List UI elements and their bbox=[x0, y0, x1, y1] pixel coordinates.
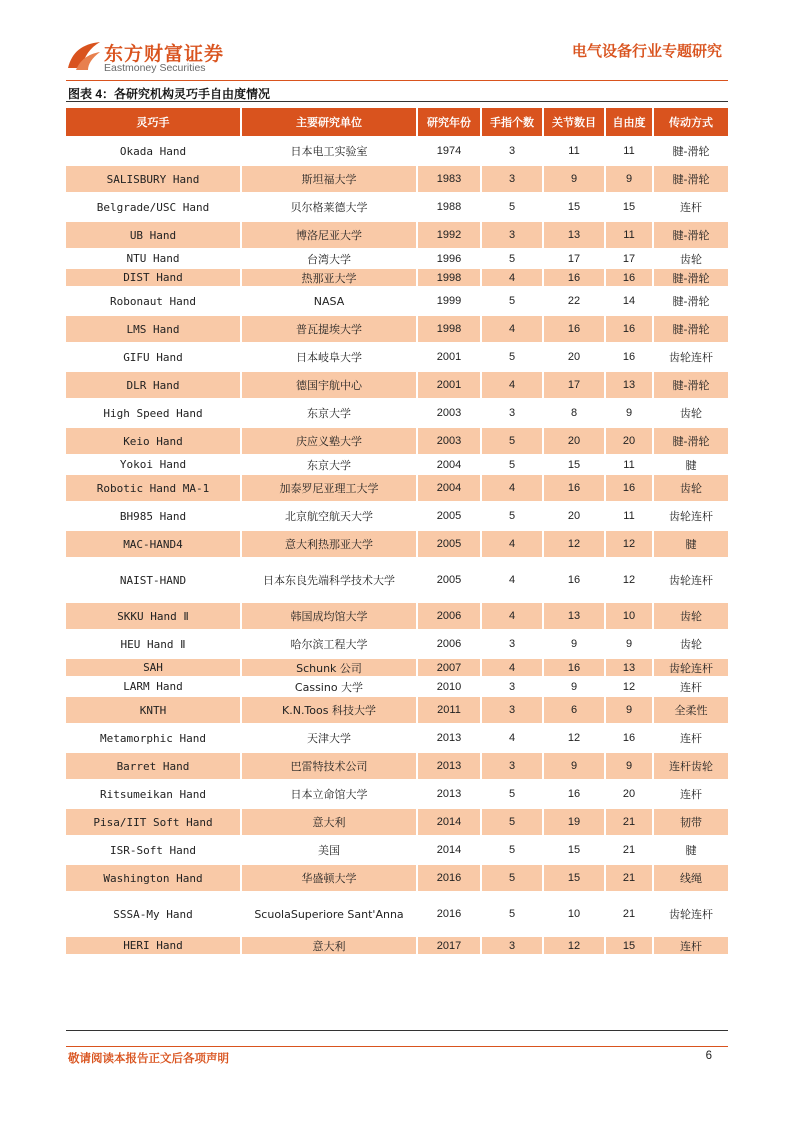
cell-research-unit: 博洛尼亚大学 bbox=[242, 222, 418, 248]
cell-fingers: 4 bbox=[482, 659, 544, 676]
cell-fingers: 5 bbox=[482, 250, 544, 267]
cell-hand-name: LMS Hand bbox=[66, 316, 242, 342]
cell-fingers: 4 bbox=[482, 559, 544, 601]
cell-year: 2016 bbox=[418, 865, 482, 891]
table-row bbox=[66, 344, 728, 370]
cell-drive: 齿轮连杆 bbox=[654, 659, 728, 676]
cell-fingers: 3 bbox=[482, 138, 544, 164]
cell-fingers: 3 bbox=[482, 937, 544, 954]
cell-research-unit: 日本岐阜大学 bbox=[242, 344, 418, 370]
cell-hand-name: Barret Hand bbox=[66, 753, 242, 779]
cell-research-unit: K.N.Toos 科技大学 bbox=[242, 697, 418, 723]
cell-joints: 16 bbox=[544, 316, 606, 342]
cell-research-unit: 普瓦提埃大学 bbox=[242, 316, 418, 342]
column-header-fingers: 手指个数 bbox=[482, 108, 544, 136]
cell-hand-name: LARM Hand bbox=[66, 678, 242, 695]
cell-joints: 12 bbox=[544, 531, 606, 557]
cell-hand-name: GIFU Hand bbox=[66, 344, 242, 370]
cell-joints: 15 bbox=[544, 194, 606, 220]
cell-fingers: 5 bbox=[482, 893, 544, 935]
cell-dof: 13 bbox=[606, 659, 654, 676]
cell-fingers: 5 bbox=[482, 865, 544, 891]
cell-drive: 齿轮 bbox=[654, 475, 728, 501]
table-row bbox=[66, 222, 728, 248]
cell-drive: 腱-滑轮 bbox=[654, 316, 728, 342]
cell-fingers: 3 bbox=[482, 697, 544, 723]
footer-disclaimer: 敬请阅读本报告正文后各项声明 bbox=[68, 1053, 229, 1065]
table-bottom-divider bbox=[66, 1030, 728, 1031]
cell-dof: 21 bbox=[606, 837, 654, 863]
column-header-drive: 传动方式 bbox=[654, 108, 728, 136]
cell-fingers: 5 bbox=[482, 837, 544, 863]
cell-dof: 16 bbox=[606, 475, 654, 501]
cell-year: 2003 bbox=[418, 400, 482, 426]
cell-hand-name: Belgrade/USC Hand bbox=[66, 194, 242, 220]
cell-joints: 20 bbox=[544, 503, 606, 529]
cell-hand-name: SSSA-My Hand bbox=[66, 893, 242, 935]
cell-year: 2004 bbox=[418, 475, 482, 501]
cell-dof: 9 bbox=[606, 753, 654, 779]
cell-joints: 6 bbox=[544, 697, 606, 723]
table-row bbox=[66, 678, 728, 695]
cell-fingers: 3 bbox=[482, 753, 544, 779]
cell-year: 2006 bbox=[418, 631, 482, 657]
cell-fingers: 5 bbox=[482, 781, 544, 807]
cell-hand-name: Robotic Hand MA-1 bbox=[66, 475, 242, 501]
cell-year: 2005 bbox=[418, 503, 482, 529]
cell-year: 1992 bbox=[418, 222, 482, 248]
cell-year: 2016 bbox=[418, 893, 482, 935]
header-divider bbox=[66, 80, 728, 81]
table-row bbox=[66, 400, 728, 426]
cell-fingers: 5 bbox=[482, 288, 544, 314]
cell-year: 2011 bbox=[418, 697, 482, 723]
cell-fingers: 3 bbox=[482, 222, 544, 248]
cell-fingers: 5 bbox=[482, 503, 544, 529]
cell-research-unit: 韩国成均馆大学 bbox=[242, 603, 418, 629]
cell-year: 1983 bbox=[418, 166, 482, 192]
table-row bbox=[66, 194, 728, 220]
cell-fingers: 3 bbox=[482, 631, 544, 657]
footer-divider bbox=[66, 1046, 728, 1047]
cell-year: 2001 bbox=[418, 372, 482, 398]
cell-research-unit: 德国宇航中心 bbox=[242, 372, 418, 398]
cell-dof: 12 bbox=[606, 531, 654, 557]
cell-hand-name: SAH bbox=[66, 659, 242, 676]
table-row bbox=[66, 269, 728, 286]
cell-fingers: 3 bbox=[482, 400, 544, 426]
cell-year: 2003 bbox=[418, 428, 482, 454]
cell-research-unit: 台湾大学 bbox=[242, 250, 418, 267]
cell-year: 2013 bbox=[418, 725, 482, 751]
table-row bbox=[66, 531, 728, 557]
cell-drive: 腱-滑轮 bbox=[654, 372, 728, 398]
cell-year: 1999 bbox=[418, 288, 482, 314]
cell-joints: 11 bbox=[544, 138, 606, 164]
cell-year: 2017 bbox=[418, 937, 482, 954]
cell-research-unit: 日本电工实验室 bbox=[242, 138, 418, 164]
cell-year: 2007 bbox=[418, 659, 482, 676]
cell-research-unit: 庆应义塾大学 bbox=[242, 428, 418, 454]
cell-hand-name: Yokoi Hand bbox=[66, 456, 242, 473]
cell-hand-name: MAC-HAND4 bbox=[66, 531, 242, 557]
cell-joints: 9 bbox=[544, 678, 606, 695]
cell-joints: 17 bbox=[544, 250, 606, 267]
cell-fingers: 5 bbox=[482, 809, 544, 835]
cell-hand-name: Keio Hand bbox=[66, 428, 242, 454]
cell-joints: 8 bbox=[544, 400, 606, 426]
table-row bbox=[66, 428, 728, 454]
cell-drive: 连杆 bbox=[680, 732, 702, 745]
cell-fingers: 4 bbox=[482, 475, 544, 501]
cell-dof: 16 bbox=[606, 344, 654, 370]
cell-dof: 17 bbox=[606, 250, 654, 267]
cell-joints: 19 bbox=[544, 809, 606, 835]
company-logo bbox=[66, 38, 266, 78]
cell-drive: 齿轮连杆 bbox=[669, 908, 713, 921]
cell-joints: 9 bbox=[544, 631, 606, 657]
page-number: 6 bbox=[705, 1050, 712, 1062]
cell-drive: 连杆 bbox=[654, 937, 728, 954]
cell-year: 2005 bbox=[418, 531, 482, 557]
cell-fingers: 3 bbox=[482, 166, 544, 192]
table-row bbox=[66, 937, 728, 954]
cell-year: 2005 bbox=[418, 559, 482, 601]
cell-drive: 齿轮连杆 bbox=[669, 351, 713, 364]
cell-drive: 齿轮 bbox=[654, 603, 728, 629]
cell-research-unit: 日本东良先端科学技术大学 bbox=[242, 559, 418, 601]
cell-fingers: 4 bbox=[482, 316, 544, 342]
cell-research-unit: 巴雷特技术公司 bbox=[242, 753, 418, 779]
cell-hand-name: HERI Hand bbox=[66, 937, 242, 954]
cell-hand-name: DLR Hand bbox=[66, 372, 242, 398]
cell-research-unit: 日本立命馆大学 bbox=[242, 781, 418, 807]
table-row bbox=[66, 503, 728, 529]
cell-joints: 20 bbox=[544, 344, 606, 370]
figure-title-divider bbox=[66, 101, 728, 102]
cell-hand-name: UB Hand bbox=[66, 222, 242, 248]
cell-drive: 连杆齿轮 bbox=[654, 753, 728, 779]
cell-hand-name: NTU Hand bbox=[66, 250, 242, 267]
cell-drive: 线绳 bbox=[654, 865, 728, 891]
cell-year: 1974 bbox=[418, 138, 482, 164]
cell-dof: 20 bbox=[606, 428, 654, 454]
table-row bbox=[66, 475, 728, 501]
cell-hand-name: HEU Hand Ⅱ bbox=[66, 631, 242, 657]
cell-joints: 15 bbox=[544, 837, 606, 863]
cell-year: 1998 bbox=[418, 316, 482, 342]
cell-joints: 16 bbox=[544, 559, 606, 601]
cell-research-unit: 加泰罗尼亚理工大学 bbox=[242, 475, 418, 501]
table-row bbox=[66, 865, 728, 891]
cell-hand-name: BH985 Hand bbox=[66, 503, 242, 529]
cell-research-unit: 哈尔滨工程大学 bbox=[242, 631, 418, 657]
cell-fingers: 5 bbox=[482, 344, 544, 370]
cell-hand-name: NAIST-HAND bbox=[66, 559, 242, 601]
cell-fingers: 5 bbox=[482, 428, 544, 454]
table-row bbox=[66, 250, 728, 267]
cell-year: 2014 bbox=[418, 837, 482, 863]
cell-hand-name: Pisa/IIT Soft Hand bbox=[66, 809, 242, 835]
cell-drive: 连杆 bbox=[680, 680, 702, 694]
cell-drive: 齿轮连杆 bbox=[669, 574, 713, 587]
cell-year: 2010 bbox=[418, 678, 482, 695]
cell-joints: 16 bbox=[544, 269, 606, 286]
cell-drive: 腱-滑轮 bbox=[672, 295, 710, 308]
cell-fingers: 4 bbox=[482, 269, 544, 286]
cell-dof: 10 bbox=[606, 603, 654, 629]
cell-drive: 腱 bbox=[685, 458, 697, 472]
table-row bbox=[66, 456, 728, 473]
cell-joints: 15 bbox=[544, 456, 606, 473]
cell-dof: 16 bbox=[606, 725, 654, 751]
cell-research-unit: 东京大学 bbox=[242, 456, 418, 473]
cell-drive: 齿轮 bbox=[680, 638, 702, 651]
table-row bbox=[66, 559, 728, 601]
table-row bbox=[66, 372, 728, 398]
table-row bbox=[66, 659, 728, 676]
eastmoney-logo-icon bbox=[66, 38, 102, 72]
cell-hand-name: Metamorphic Hand bbox=[66, 725, 242, 751]
cell-dof: 12 bbox=[606, 559, 654, 601]
cell-dof: 11 bbox=[606, 222, 654, 248]
cell-research-unit: NASA bbox=[242, 288, 418, 314]
cell-year: 2001 bbox=[418, 344, 482, 370]
cell-year: 1998 bbox=[418, 269, 482, 286]
cell-hand-name: SALISBURY Hand bbox=[66, 166, 242, 192]
cell-drive: 全柔性 bbox=[654, 697, 728, 723]
cell-drive: 连杆 bbox=[680, 788, 702, 801]
cell-fingers: 5 bbox=[482, 194, 544, 220]
cell-dof: 9 bbox=[606, 166, 654, 192]
cell-dof: 12 bbox=[606, 678, 654, 695]
cell-dof: 11 bbox=[606, 138, 654, 164]
cell-research-unit: 华盛顿大学 bbox=[242, 865, 418, 891]
figure-title: 图表 4：各研究机构灵巧手自由度情况 bbox=[68, 87, 271, 101]
logo-text-cn: 东方财富证券 bbox=[104, 44, 225, 65]
table-row bbox=[66, 753, 728, 779]
cell-hand-name: Ritsumeikan Hand bbox=[66, 781, 242, 807]
cell-hand-name: SKKU Hand Ⅱ bbox=[66, 603, 242, 629]
cell-drive: 腱-滑轮 bbox=[654, 222, 728, 248]
cell-research-unit: 美国 bbox=[242, 837, 418, 863]
cell-drive: 齿轮 bbox=[680, 407, 702, 420]
cell-joints: 9 bbox=[544, 166, 606, 192]
table-row bbox=[66, 316, 728, 342]
cell-research-unit: 天津大学 bbox=[242, 725, 418, 751]
cell-drive: 腱 bbox=[654, 531, 728, 557]
cell-dof: 14 bbox=[606, 288, 654, 314]
cell-joints: 16 bbox=[544, 659, 606, 676]
cell-joints: 16 bbox=[544, 781, 606, 807]
cell-research-unit: 热那亚大学 bbox=[242, 269, 418, 286]
cell-dof: 21 bbox=[606, 865, 654, 891]
cell-research-unit: 意大利 bbox=[242, 937, 418, 954]
cell-dof: 16 bbox=[606, 269, 654, 286]
cell-hand-name: ISR-Soft Hand bbox=[66, 837, 242, 863]
cell-dof: 11 bbox=[606, 503, 654, 529]
cell-dof: 9 bbox=[606, 631, 654, 657]
cell-year: 2013 bbox=[418, 781, 482, 807]
cell-dof: 15 bbox=[606, 194, 654, 220]
cell-fingers: 4 bbox=[482, 603, 544, 629]
cell-dof: 21 bbox=[606, 809, 654, 835]
cell-research-unit: ScuolaSuperiore Sant'Anna bbox=[242, 893, 418, 935]
column-header-year: 研究年份 bbox=[418, 108, 482, 136]
cell-fingers: 5 bbox=[482, 456, 544, 473]
cell-hand-name: Okada Hand bbox=[66, 138, 242, 164]
cell-research-unit: 斯坦福大学 bbox=[242, 166, 418, 192]
cell-dof: 16 bbox=[606, 316, 654, 342]
cell-year: 2006 bbox=[418, 603, 482, 629]
cell-hand-name: KNTH bbox=[66, 697, 242, 723]
cell-year: 2013 bbox=[418, 753, 482, 779]
cell-year: 1988 bbox=[418, 194, 482, 220]
cell-hand-name: High Speed Hand bbox=[66, 400, 242, 426]
table-row bbox=[66, 138, 728, 164]
cell-drive: 腱-滑轮 bbox=[654, 428, 728, 454]
table-row bbox=[66, 893, 728, 935]
table-row bbox=[66, 837, 728, 863]
cell-drive: 腱 bbox=[685, 844, 697, 857]
cell-drive: 齿轮 bbox=[680, 252, 702, 266]
cell-dof: 9 bbox=[606, 697, 654, 723]
cell-drive: 腱-滑轮 bbox=[654, 269, 728, 286]
cell-dof: 11 bbox=[606, 456, 654, 473]
table-row bbox=[66, 809, 728, 835]
cell-research-unit: 意大利 bbox=[242, 809, 418, 835]
cell-hand-name: Robonaut Hand bbox=[66, 288, 242, 314]
cell-hand-name: Washington Hand bbox=[66, 865, 242, 891]
cell-research-unit: 意大利热那亚大学 bbox=[242, 531, 418, 557]
cell-fingers: 3 bbox=[482, 678, 544, 695]
cell-joints: 12 bbox=[544, 937, 606, 954]
cell-dof: 9 bbox=[606, 400, 654, 426]
cell-joints: 13 bbox=[544, 603, 606, 629]
cell-drive: 齿轮连杆 bbox=[669, 510, 713, 523]
cell-joints: 13 bbox=[544, 222, 606, 248]
table-row bbox=[66, 166, 728, 192]
cell-research-unit: 东京大学 bbox=[242, 400, 418, 426]
table-row bbox=[66, 288, 728, 314]
cell-joints: 15 bbox=[544, 865, 606, 891]
table-body bbox=[66, 138, 728, 954]
cell-research-unit: Cassino 大学 bbox=[242, 678, 418, 695]
cell-dof: 21 bbox=[606, 893, 654, 935]
column-header-unit: 主要研究单位 bbox=[242, 108, 418, 136]
column-header-joints: 关节数目 bbox=[544, 108, 606, 136]
table-row bbox=[66, 697, 728, 723]
cell-dof: 20 bbox=[606, 781, 654, 807]
column-header-hand: 灵巧手 bbox=[66, 108, 242, 136]
table-row bbox=[66, 603, 728, 629]
cell-fingers: 4 bbox=[482, 372, 544, 398]
table-row bbox=[66, 781, 728, 807]
cell-joints: 10 bbox=[544, 893, 606, 935]
report-type-label: 电气设备行业专题研究 bbox=[571, 43, 722, 60]
cell-joints: 16 bbox=[544, 475, 606, 501]
cell-year: 2014 bbox=[418, 809, 482, 835]
cell-research-unit: 北京航空航天大学 bbox=[242, 503, 418, 529]
table-header-row bbox=[66, 108, 728, 136]
cell-year: 1996 bbox=[418, 250, 482, 267]
cell-drive: 韧带 bbox=[654, 809, 728, 835]
cell-joints: 20 bbox=[544, 428, 606, 454]
dexterous-hand-table bbox=[66, 106, 728, 956]
cell-joints: 17 bbox=[544, 372, 606, 398]
cell-year: 2004 bbox=[418, 456, 482, 473]
cell-joints: 12 bbox=[544, 725, 606, 751]
table-row bbox=[66, 631, 728, 657]
cell-joints: 9 bbox=[544, 753, 606, 779]
cell-drive: 腱-滑轮 bbox=[672, 145, 710, 158]
cell-fingers: 4 bbox=[482, 725, 544, 751]
cell-fingers: 4 bbox=[482, 531, 544, 557]
cell-drive: 连杆 bbox=[680, 201, 702, 214]
logo-text-en: Eastmoney Securities bbox=[104, 62, 206, 74]
cell-dof: 15 bbox=[606, 937, 654, 954]
cell-drive: 腱-滑轮 bbox=[654, 166, 728, 192]
cell-research-unit: 贝尔格莱德大学 bbox=[242, 194, 418, 220]
cell-dof: 13 bbox=[606, 372, 654, 398]
cell-hand-name: DIST Hand bbox=[66, 269, 242, 286]
column-header-dof: 自由度 bbox=[606, 108, 654, 136]
cell-research-unit: Schunk 公司 bbox=[242, 659, 418, 676]
cell-joints: 22 bbox=[544, 288, 606, 314]
table-row bbox=[66, 725, 728, 751]
